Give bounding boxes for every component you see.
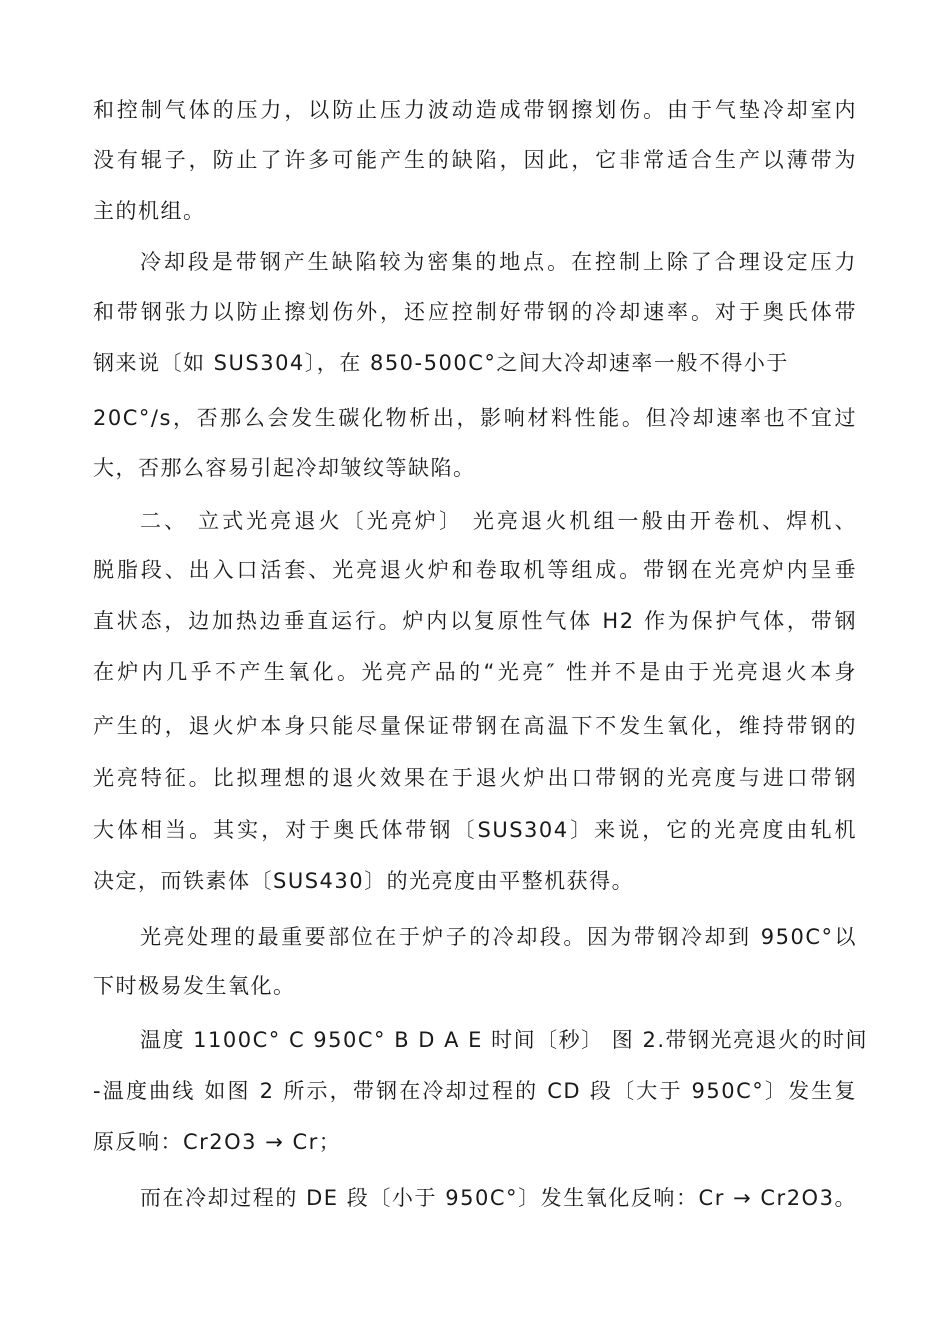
text-line: 在炉内几乎不产生氧化。光亮产品的“光亮″ 性并不是由于光亮退火本身 bbox=[93, 660, 857, 684]
paragraph-start-line: 冷却段是带钢产生缺陷较为密集的地点。在控制上除了合理设定压力 bbox=[140, 250, 857, 274]
text-line: 下时极易发生氧化。 bbox=[93, 974, 296, 998]
text-line: 原反响：Cr2O3 → Cr； bbox=[93, 1130, 342, 1154]
text-line: 光亮特征。比拟理想的退火效果在于退火炉出口带钢的光亮度与进口带钢 bbox=[93, 766, 857, 790]
text-line: 和控制气体的压力，以防止压力波动造成带钢擦划伤。由于气垫冷却室内 bbox=[93, 98, 857, 122]
text-line: 决定，而铁素体〔SUS430〕的光亮度由平整机获得。 bbox=[93, 869, 635, 893]
text-line: 没有辊子，防止了许多可能产生的缺陷，因此，它非常适合生产以薄带为 bbox=[93, 148, 857, 172]
text-line: 主的机组。 bbox=[93, 199, 206, 223]
text-line: 直状态，边加热边垂直运行。炉内以复原性气体 H2 作为保护气体，带钢 bbox=[93, 609, 857, 633]
paragraph-start-line: 而在冷却过程的 DE 段〔小于 950C°〕发生氧化反响：Cr → Cr2O3。 bbox=[140, 1186, 857, 1210]
text-line: -温度曲线 如图 2 所示，带钢在冷却过程的 CD 段〔大于 950C°〕发生复 bbox=[93, 1079, 857, 1103]
paragraph-start-line: 光亮处理的最重要部位在于炉子的冷却段。因为带钢冷却到 950C°以 bbox=[140, 925, 857, 949]
text-line: 产生的，退火炉本身只能尽量保证带钢在高温下不发生氧化，维持带钢的 bbox=[93, 714, 857, 738]
text-line: 和带钢张力以防止擦划伤外，还应控制好带钢的冷却速率。对于奥氏体带 bbox=[93, 300, 857, 324]
text-line: 20C°/s，否那么会发生碳化物析出，影响材料性能。但冷却速率也不宜过 bbox=[93, 406, 857, 430]
text-line: 脱脂段、出入口活套、光亮退火炉和卷取机等组成。带钢在光亮炉内呈垂 bbox=[93, 558, 857, 582]
text-line: 大，否那么容易引起冷却皱纹等缺陷。 bbox=[93, 456, 476, 480]
text-line: 钢来说〔如 SUS304〕，在 850-500C°之间大冷却速率一般不得小于 bbox=[93, 351, 789, 375]
paragraph-start-line: 温度 1100C° C 950C° B D A E 时间〔秒〕 图 2.带钢光亮退火的时间 bbox=[140, 1028, 869, 1052]
paragraph-start-line: 二、 立式光亮退火〔光亮炉〕 光亮退火机组一般由开卷机、焊机、 bbox=[140, 509, 857, 533]
text-line: 大体相当。其实，对于奥氏体带钢〔SUS304〕来说，它的光亮度由轧机 bbox=[93, 818, 857, 842]
